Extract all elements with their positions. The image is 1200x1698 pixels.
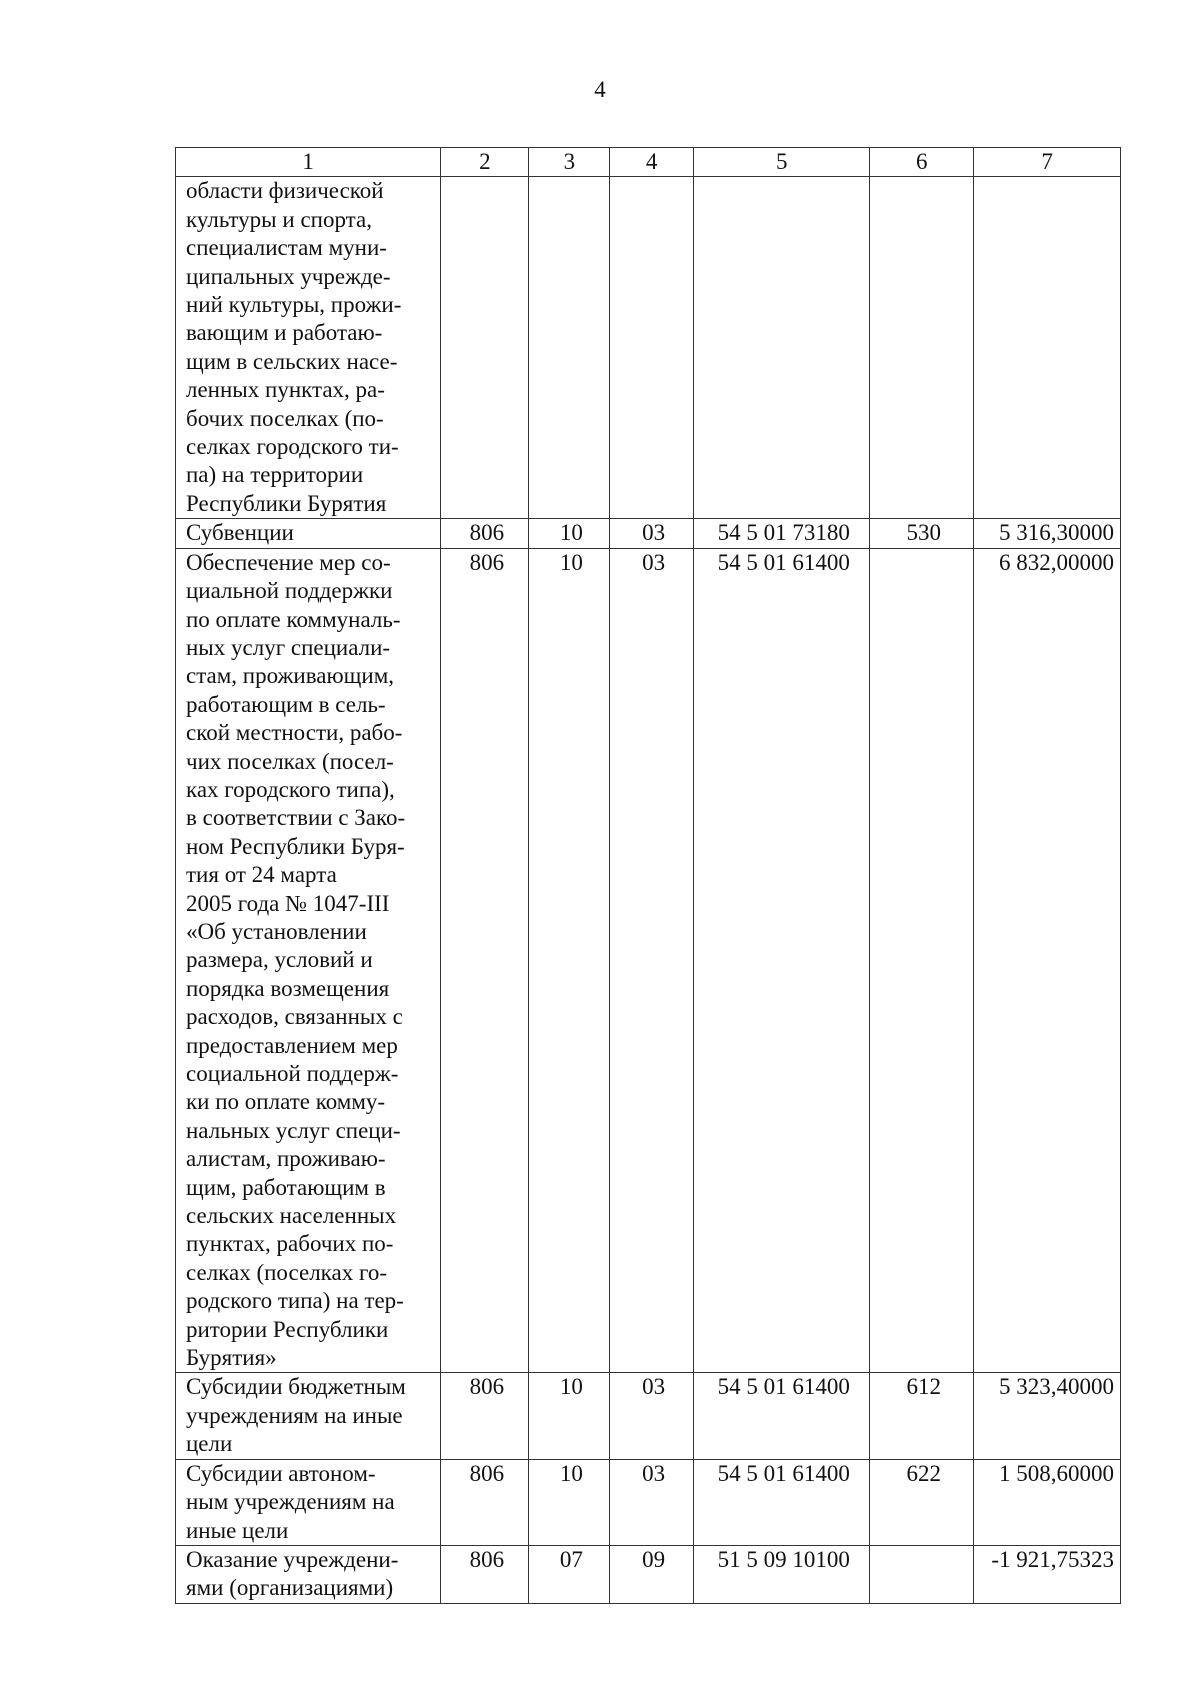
row-sum-cell: 5 323,40000 — [974, 1373, 1121, 1459]
row-name-cell: Субвенции — [176, 519, 441, 548]
table-body — [176, 177, 1121, 1603]
row-col2-cell: 806 — [441, 548, 529, 1373]
header-cell-2: 2 — [441, 148, 529, 177]
table-row — [176, 1545, 1121, 1603]
header-cell-1: 1 — [176, 148, 441, 177]
header-cell-3: 3 — [529, 148, 610, 177]
row-col4-cell: 03 — [610, 519, 694, 548]
header-row — [176, 148, 1121, 177]
table-header — [176, 148, 1121, 177]
row-col2-cell: 806 — [441, 1545, 529, 1603]
row-name-cell: Обеспечение мер со- циальной поддержки по оплате коммуналь- ных услуг специали- стам, проживающим, работающим в сель- ской местности, рабо- чих поселках (посел- ках городского типа), в соответствии с Зако- ном Республики Буря- тия от 24 марта 2005 года № 1047-III «Об установлении размера, условий и порядка возмещения расходов, связанных с предоставлением мер социальной поддерж- ки по оплате комму- нальных услуг специ- алистам, проживаю- щим, работающим в сельских населенных пунктах, рабочих по- селках (поселках го- родского типа) на тер- ритории Республики Бурятия» — [176, 548, 441, 1373]
budget-table — [175, 147, 1121, 1604]
row-col6-cell — [870, 177, 974, 519]
row-name-cell: Субсидии бюджетным учреждениям на иные цели — [176, 1373, 441, 1459]
page-number: 4 — [594, 77, 606, 102]
row-col6-cell — [870, 548, 974, 1373]
row-col5-cell: 54 5 01 61400 — [694, 1459, 870, 1545]
row-col3-cell: 10 — [529, 548, 610, 1373]
row-col4-cell — [610, 177, 694, 519]
row-col6-cell: 530 — [870, 519, 974, 548]
row-col5-cell: 54 5 01 61400 — [694, 548, 870, 1373]
row-col6-cell — [870, 1545, 974, 1603]
row-col5-cell: 51 5 09 10100 — [694, 1545, 870, 1603]
row-sum-cell — [974, 177, 1121, 519]
row-col4-cell: 03 — [610, 548, 694, 1373]
header-cell-6: 6 — [870, 148, 974, 177]
row-col5-cell — [694, 177, 870, 519]
row-col4-cell: 09 — [610, 1545, 694, 1603]
row-col3-cell: 10 — [529, 1373, 610, 1459]
row-col5-cell: 54 5 01 73180 — [694, 519, 870, 548]
row-sum-cell: 1 508,60000 — [974, 1459, 1121, 1545]
header-cell-4: 4 — [610, 148, 694, 177]
table-row — [176, 1459, 1121, 1545]
row-sum-cell: 5 316,30000 — [974, 519, 1121, 548]
row-col4-cell: 03 — [610, 1459, 694, 1545]
row-col3-cell — [529, 177, 610, 519]
row-col2-cell: 806 — [441, 519, 529, 548]
row-name-cell: области физической культуры и спорта, специалистам муни- ципальных учрежде- ний культуры, прожи- вающим и работаю- щим в сельских насе- ленных пунктах, ра- бочих поселках (по- селках городского ти- па) на территории Республики Бурятия — [176, 177, 441, 519]
table-row — [176, 548, 1121, 1373]
row-name-cell: Оказание учреждени- ями (организациями) — [176, 1545, 441, 1603]
header-cell-5: 5 — [694, 148, 870, 177]
row-sum-cell: 6 832,00000 — [974, 548, 1121, 1373]
row-sum-cell: -1 921,75323 — [974, 1545, 1121, 1603]
row-name-cell: Субсидии автоном- ным учреждениям на иные цели — [176, 1459, 441, 1545]
row-col6-cell: 622 — [870, 1459, 974, 1545]
row-col3-cell: 07 — [529, 1545, 610, 1603]
table-row — [176, 1373, 1121, 1459]
table-row — [176, 519, 1121, 548]
header-cell-7: 7 — [974, 148, 1121, 177]
row-col2-cell: 806 — [441, 1459, 529, 1545]
row-col2-cell — [441, 177, 529, 519]
row-col3-cell: 10 — [529, 519, 610, 548]
row-col6-cell: 612 — [870, 1373, 974, 1459]
row-col3-cell: 10 — [529, 1459, 610, 1545]
row-col5-cell: 54 5 01 61400 — [694, 1373, 870, 1459]
table-row — [176, 177, 1121, 519]
row-col2-cell: 806 — [441, 1373, 529, 1459]
row-col4-cell: 03 — [610, 1373, 694, 1459]
